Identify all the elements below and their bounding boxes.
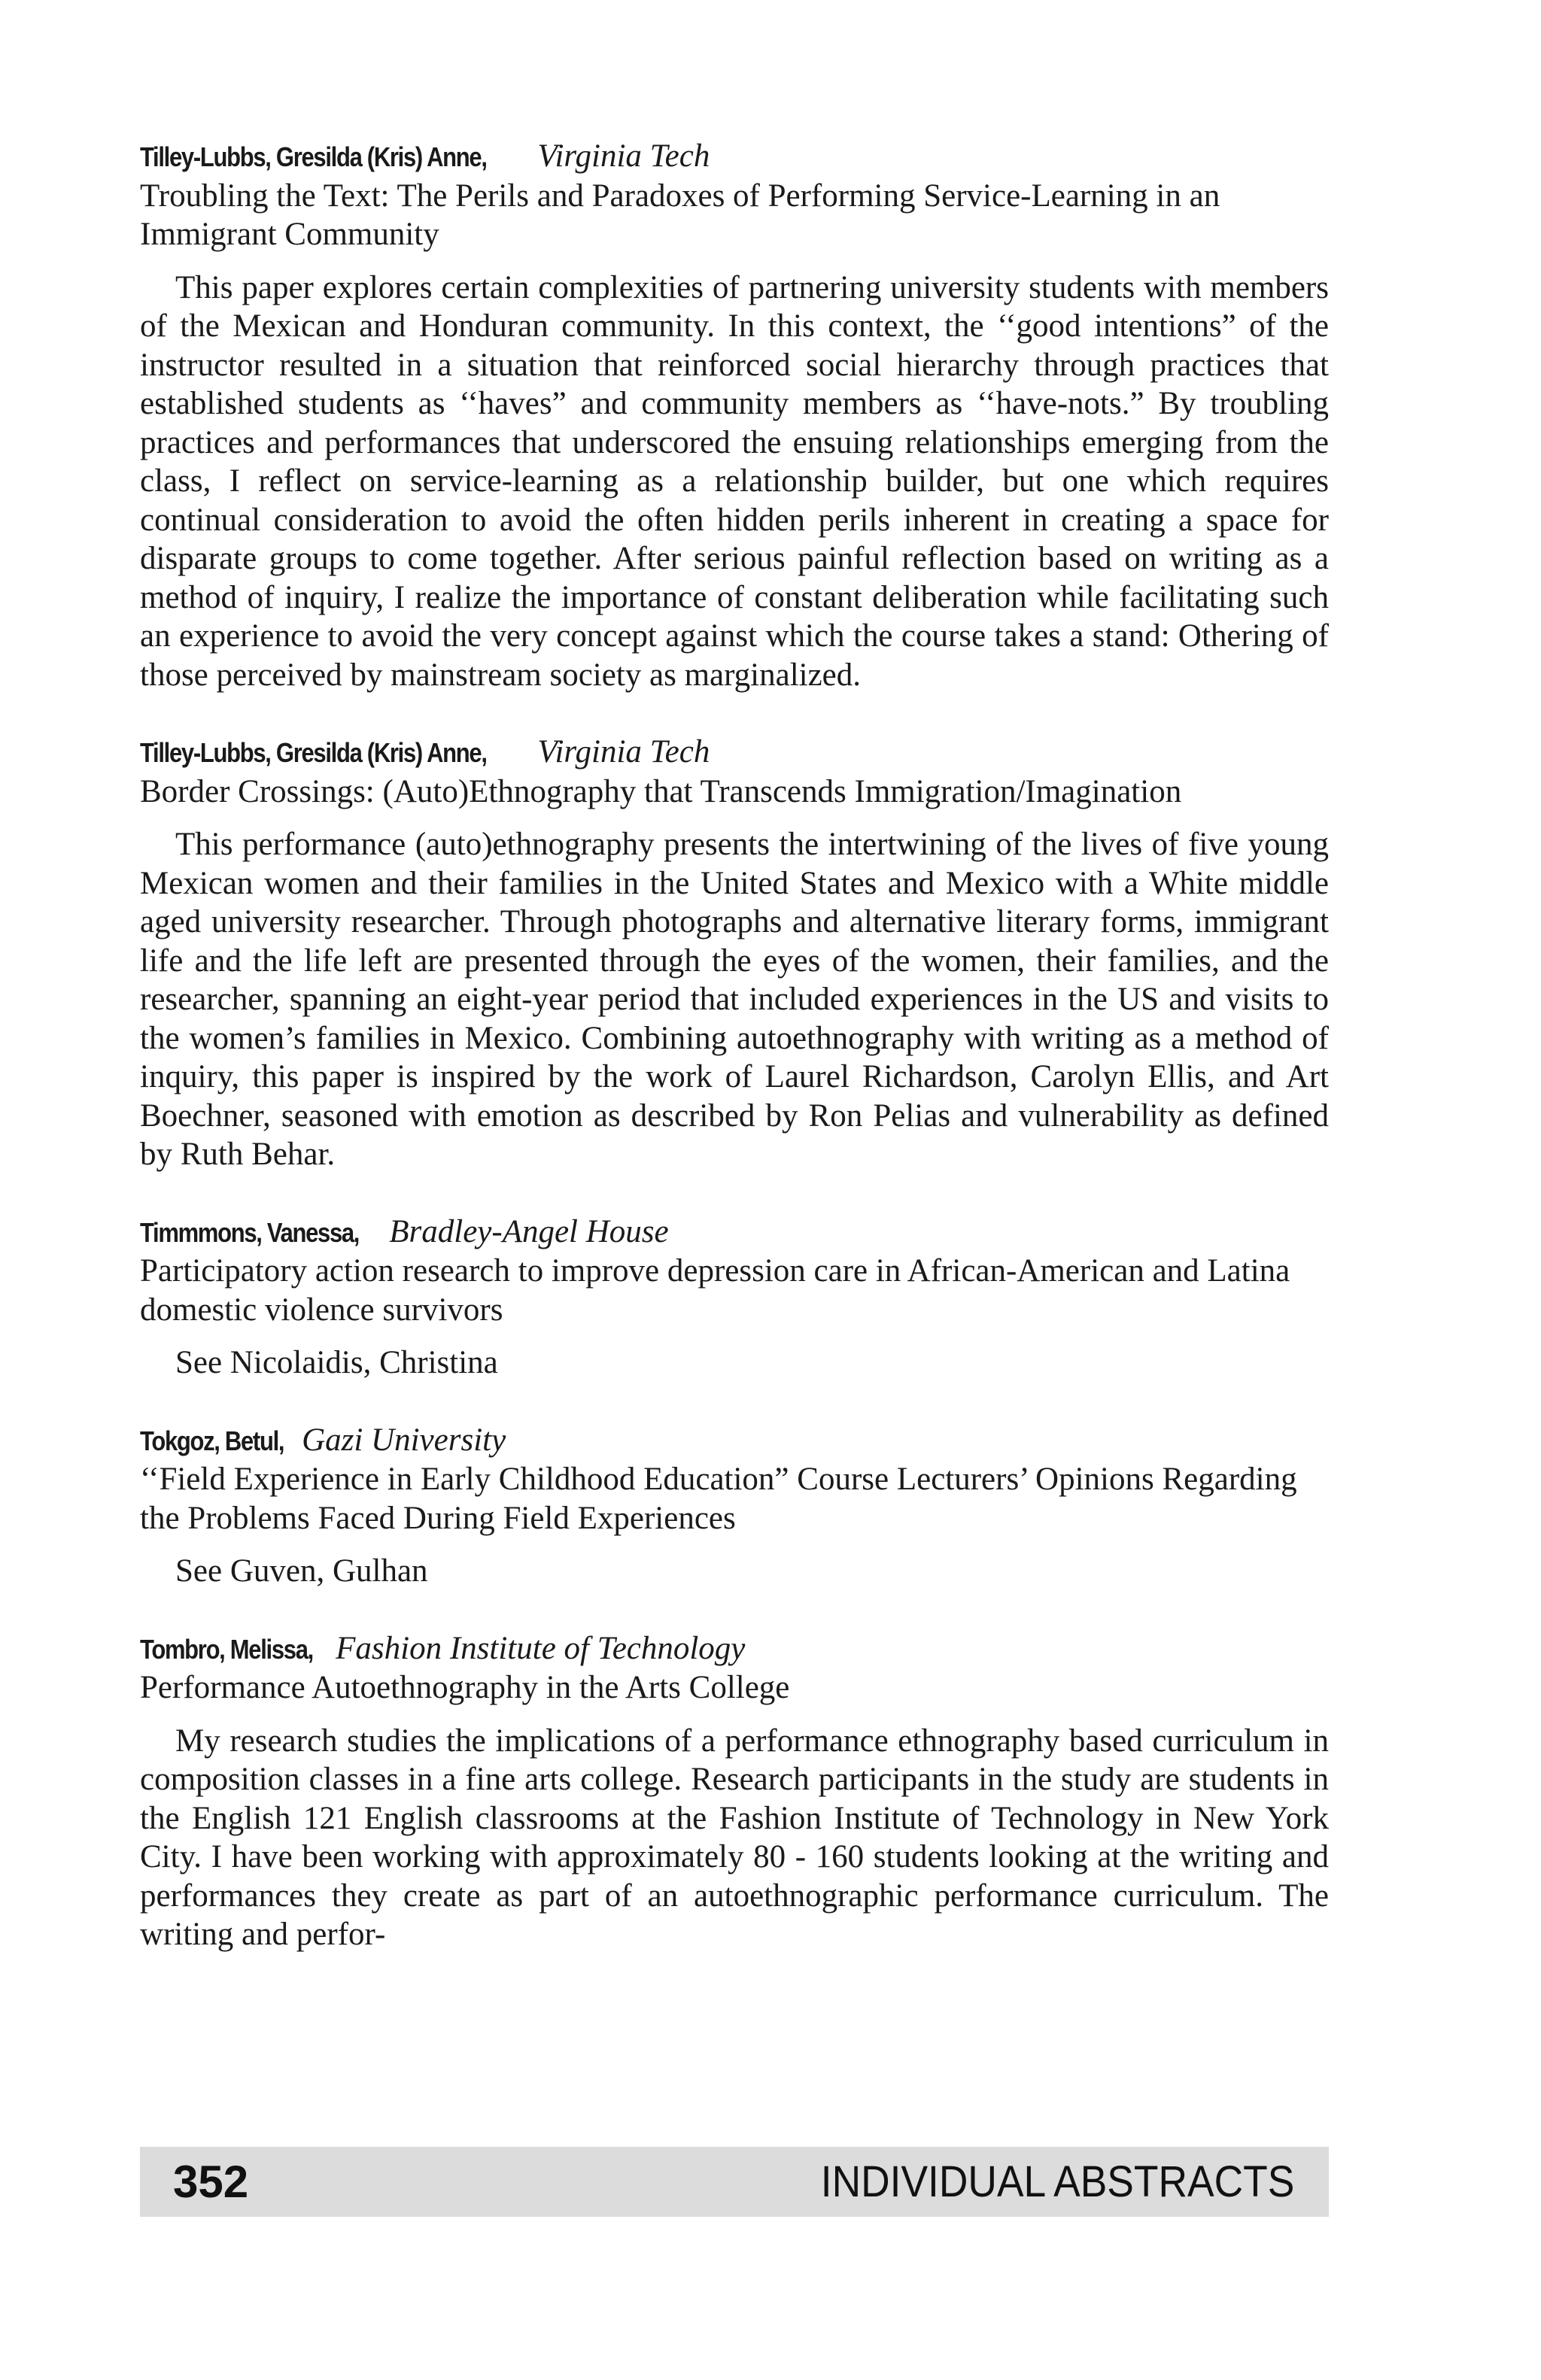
- abstract-entry: [140, 1421, 1329, 1591]
- author-institution: Virginia Tech: [537, 138, 710, 174]
- entry-header: [140, 1629, 1329, 1669]
- abstract-text: This paper explores certain complexities of partnering university students with members of the Mexican and Honduran community. In this context, the ‘‘good intentions” of the instructor resulted in a situation that reinforced social hierarchy through practices that established students as ‘‘haves” and community members as ‘‘have-nots.” By troubling practices and performances that underscored the ensuing relationships emerging from the class, I reflect on service-learning as a relationship builder, but one which requires continual consideration to avoid the often hidden perils inherent in creating a space for disparate groups to come together. After serious painful reflection based on writing as a method of inquiry, I realize the importance of constant deliberation while facilitating such an experience to avoid the very concept against which the course takes a stand: Othering of those perceived by mainstream society as marginalized.: [140, 269, 1329, 693]
- abstract-text: My research studies the implications of a performance ethnography based curriculum in composition classes in a fine arts college. Research participants in the study are students in the English 121 English classrooms at the Fashion Institute of Technology in New York City. I have been working with approximately 80 - 160 students looking at the writing and performances they create as part of an autoethnographic performance curriculum. The writing and perfor-: [140, 1723, 1329, 1952]
- paper-title: Participatory action research to improve depression care in African-American and Latina domestic violence survivors: [140, 1253, 1290, 1328]
- abstracts-page: [140, 137, 1329, 1954]
- author-name: Tilley-Lubbs, Gresilda (Kris) Anne,: [140, 737, 487, 768]
- entry-header: [140, 1213, 1329, 1252]
- author-name: Tombro, Melissa,: [140, 1633, 313, 1665]
- paper-title: Troubling the Text: The Perils and Paradoxes of Performing Service-Learning in an Immigrant Community: [140, 178, 1220, 252]
- author-institution: Fashion Institute of Technology: [336, 1630, 746, 1666]
- abstract-entry: [140, 1629, 1329, 1954]
- paper-title: Performance Autoethnography in the Arts College: [140, 1670, 790, 1705]
- entry-header: [140, 733, 1329, 773]
- author-institution: Bradley-Angel House: [389, 1213, 669, 1249]
- author-institution: Virginia Tech: [537, 734, 710, 770]
- section-title: INDIVIDUAL ABSTRACTS: [820, 2157, 1294, 2206]
- author-name: Tokgoz, Betul,: [140, 1425, 284, 1456]
- entry-header: [140, 137, 1329, 177]
- page-footer: [140, 2147, 1329, 2217]
- author-name: Timmmons, Vanessa,: [140, 1216, 360, 1248]
- paper-title: ‘‘Field Experience in Early Childhood Education” Course Lecturers’ Opinions Regarding the Problems Faced During Field Experiences: [140, 1462, 1297, 1536]
- abstract-entry: [140, 1213, 1329, 1383]
- author-name: Tilley-Lubbs, Gresilda (Kris) Anne,: [140, 141, 487, 172]
- page-number: 352: [173, 2157, 249, 2207]
- abstract-entry: [140, 137, 1329, 694]
- entry-header: [140, 1421, 1329, 1461]
- abstract-entry: [140, 733, 1329, 1174]
- cross-reference: See Nicolaidis, Christina: [175, 1345, 498, 1380]
- author-institution: Gazi University: [302, 1422, 506, 1458]
- abstract-text: This performance (auto)ethnography presents the intertwining of the lives of five young Mexican women and their families in the United States and Mexico with a White middle aged university researcher. Through photographs and alternative literary forms, immigrant life and the life left are presented through the eyes of the women, their families, and the researcher, spanning an eight-year period that included experiences in the US and visits to the women’s families in Mexico. Combining autoethnography with writing as a method of inquiry, this paper is inspired by the work of Laurel Richardson, Carolyn Ellis, and Art Boechner, seasoned with emotion as described by Ron Pelias and vulnerability as defined by Ruth Behar.: [140, 827, 1329, 1172]
- cross-reference: See Guven, Gulhan: [175, 1553, 428, 1589]
- paper-title: Border Crossings: (Auto)Ethnography that Transcends Immigration/Imagination: [140, 773, 1182, 809]
